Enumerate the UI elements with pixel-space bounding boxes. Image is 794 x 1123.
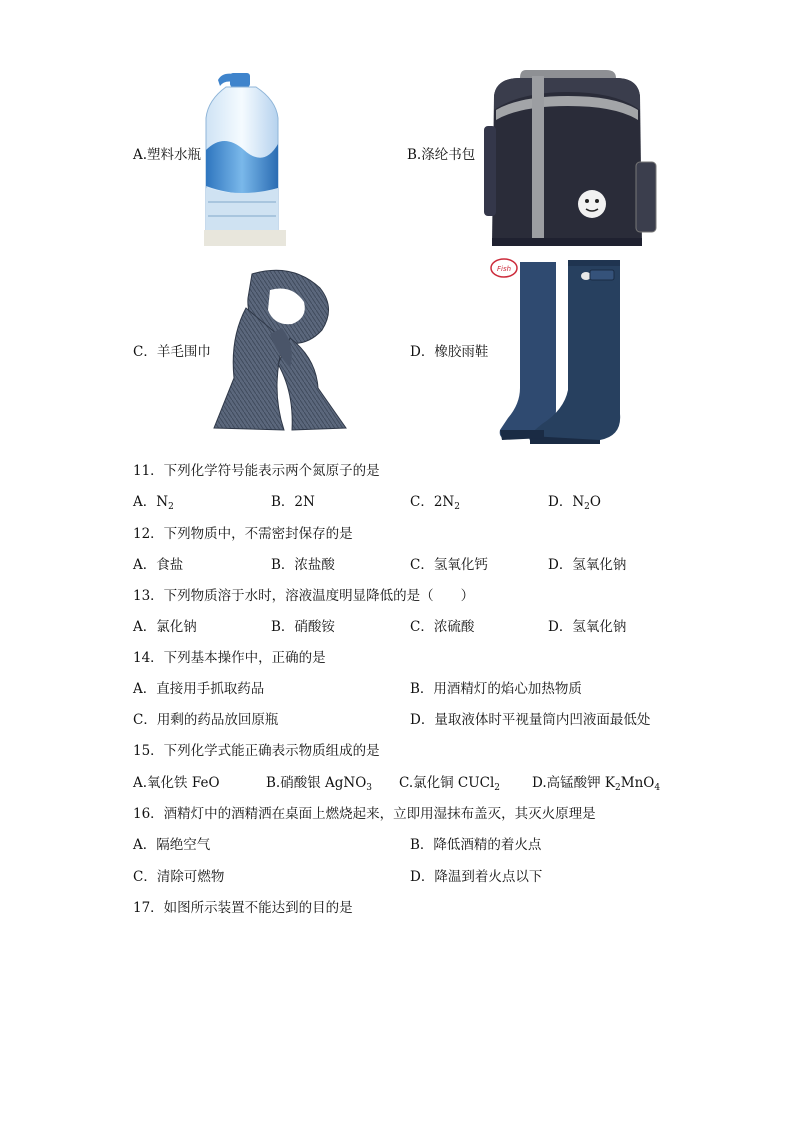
q15-option-b: B.硝酸银 AgNO$_3$ [266, 775, 373, 793]
q10-option-a: A.塑料水瓶 [133, 147, 202, 163]
q12-stem: 12．下列物质中，不需密封保存的是 [133, 526, 353, 542]
q11-option-b: B．2N [271, 494, 315, 510]
water-bottle-image [204, 70, 286, 246]
q14-stem: 14．下列基本操作中，正确的是 [133, 650, 326, 666]
q11-option-a: A．$N_2$ [133, 494, 174, 512]
q11-stem: 11．下列化学符号能表示两个氮原子的是 [133, 463, 380, 479]
q13-option-b: B．硝酸铵 [271, 619, 335, 635]
q14-option-d: D．量取液体时平视量筒内凹液面最低处 [410, 712, 651, 728]
q13-option-d: D．氢氧化钠 [548, 619, 627, 635]
q16-stem: 16．酒精灯中的酒精洒在桌面上燃烧起来，立即用湿抹布盖灭，其灭火原理是 [133, 806, 596, 822]
q13-option-c: C．浓硫酸 [410, 619, 475, 635]
q12-option-c: C．氢氧化钙 [410, 557, 488, 573]
q15-option-a: A.氧化铁 FeO [133, 775, 220, 791]
q11-option-c: C．$2N_2$ [410, 494, 460, 512]
q15-option-d: D.高锰酸钾 $K_2MnO_4$ [532, 775, 661, 793]
q11-option-d: D．$N_2O$ [548, 494, 601, 512]
rain-boots-image [490, 254, 632, 448]
q12-option-b: B．浓盐酸 [271, 557, 335, 573]
q12-option-d: D．氢氧化钠 [548, 557, 627, 573]
q14-option-c: C．用剩的药品放回原瓶 [133, 712, 279, 728]
q13-option-a: A．氯化钠 [133, 619, 197, 635]
backpack-image [476, 66, 660, 248]
q10-option-d: D．橡胶雨鞋 [410, 344, 489, 360]
q13-stem: 13．下列物质溶于水时，溶液温度明显降低的是（ ） [133, 588, 475, 604]
q14-option-b: B．用酒精灯的焰心加热物质 [410, 681, 582, 697]
q16-option-d: D．降温到着火点以下 [410, 869, 543, 885]
q14-option-a: A．直接用手抓取药品 [133, 681, 265, 697]
scarf-image [212, 268, 348, 432]
q16-option-b: B．降低酒精的着火点 [410, 837, 542, 853]
q10-option-b: B.涤纶书包 [407, 147, 476, 163]
q10-option-c: C．羊毛围巾 [133, 344, 211, 360]
q16-option-c: C．清除可燃物 [133, 869, 225, 885]
q12-option-a: A．食盐 [133, 557, 184, 573]
q17-stem: 17．如图所示装置不能达到的目的是 [133, 900, 353, 916]
q15-option-c: C.氯化铜 CUCl$_2$ [399, 775, 501, 793]
q16-option-a: A．隔绝空气 [133, 837, 211, 853]
q15-stem: 15．下列化学式能正确表示物质组成的是 [133, 743, 380, 759]
svg-text:Fish: Fish [496, 265, 512, 273]
